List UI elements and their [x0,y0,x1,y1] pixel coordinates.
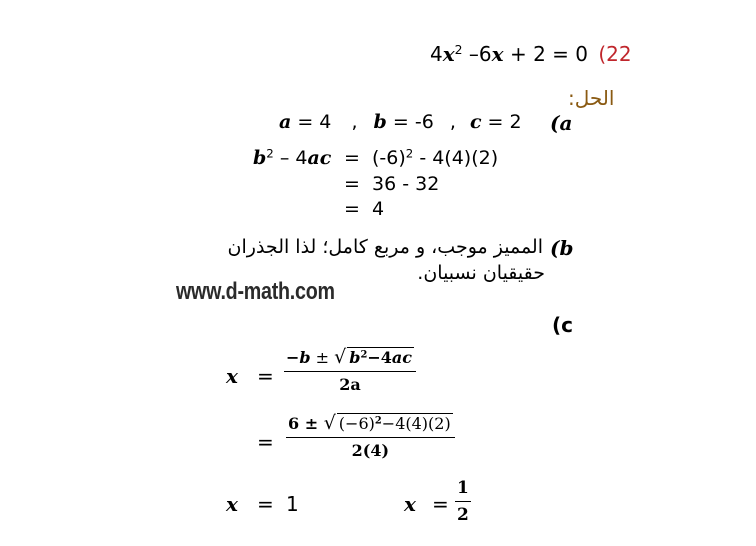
radicand [337,413,453,433]
equals-sign: = [344,198,360,220]
exponent: 2 [454,42,463,58]
problem-line [430,42,632,66]
exponent: 2 [374,415,382,427]
part-c-label: (c [552,313,573,337]
discriminant-step-2: 36 - 32 [372,173,440,195]
part-b-label: (b [550,236,574,260]
substituted-formula [286,412,455,460]
plus-minus: ± [310,348,335,367]
formula-denominator: 2a [339,375,361,394]
separator: , [351,111,358,133]
problem-number: (22 [598,42,632,66]
equals-sign: = [257,430,274,454]
exponent: 2 [405,146,414,161]
value-c: = 2 [481,111,522,133]
discriminant-result: 4 [372,198,385,220]
solution-label: الحل: [568,86,615,110]
var-x: x [226,492,238,516]
value-b: = -6 [386,111,434,133]
separator: , [449,111,456,133]
term: (-6) [372,147,406,169]
var-b: b [349,348,361,367]
term: −4(4)(2) [381,414,451,433]
root-2 [455,478,471,525]
equation-lhs: 4 [430,42,443,66]
equals-sign: = [344,173,360,195]
equation-part: –6 [462,42,492,66]
var-x: x [404,492,416,516]
root-2-numerator: 1 [455,478,471,502]
var-ac: ac [391,348,413,367]
var-b: b [373,111,387,133]
radicand [347,347,414,367]
var-b: b [299,348,311,367]
coefficients-line [279,111,522,133]
root-1: 1 [286,492,299,516]
equals-sign: = [432,492,449,516]
var-b: b [253,147,267,169]
quadratic-formula [284,346,416,394]
part-a-label: (a [550,111,573,135]
discriminant-lhs [253,147,331,169]
radical-sign: √ [334,346,347,368]
term: −4 [367,348,392,367]
root-2-denominator: 2 [457,505,469,525]
var-ac: ac [307,147,332,169]
var-x: x [226,364,238,388]
equals-sign: = [257,492,274,516]
equation-part: + 2 = 0 [503,42,588,66]
part-b-text-1: المميز موجب، و مربع كامل؛ لذا الجذران [227,236,543,258]
exponent: 2 [266,146,274,161]
part-b-text-2: حقيقيان نسبيان. [417,262,545,284]
discriminant-step-1 [372,147,498,169]
exponent: 2 [360,349,368,361]
equals-sign: = [257,364,274,388]
var-x: 𝒙 [442,42,455,66]
var-x: 𝒙 [491,42,504,66]
radical-sign: √ [323,412,336,434]
term: (−6) [338,414,375,433]
term: 6 ± [288,414,324,433]
value-a: = 4 [291,111,332,133]
watermark: www.d-math.com [176,278,335,305]
substituted-denominator: 2(4) [351,441,390,460]
term: - 4(4)(2) [413,147,499,169]
minus: − [286,348,300,367]
var-c: c [469,111,482,133]
equals-sign: = [344,147,360,169]
minus-four: – 4 [273,147,308,169]
var-a: a [279,111,292,133]
